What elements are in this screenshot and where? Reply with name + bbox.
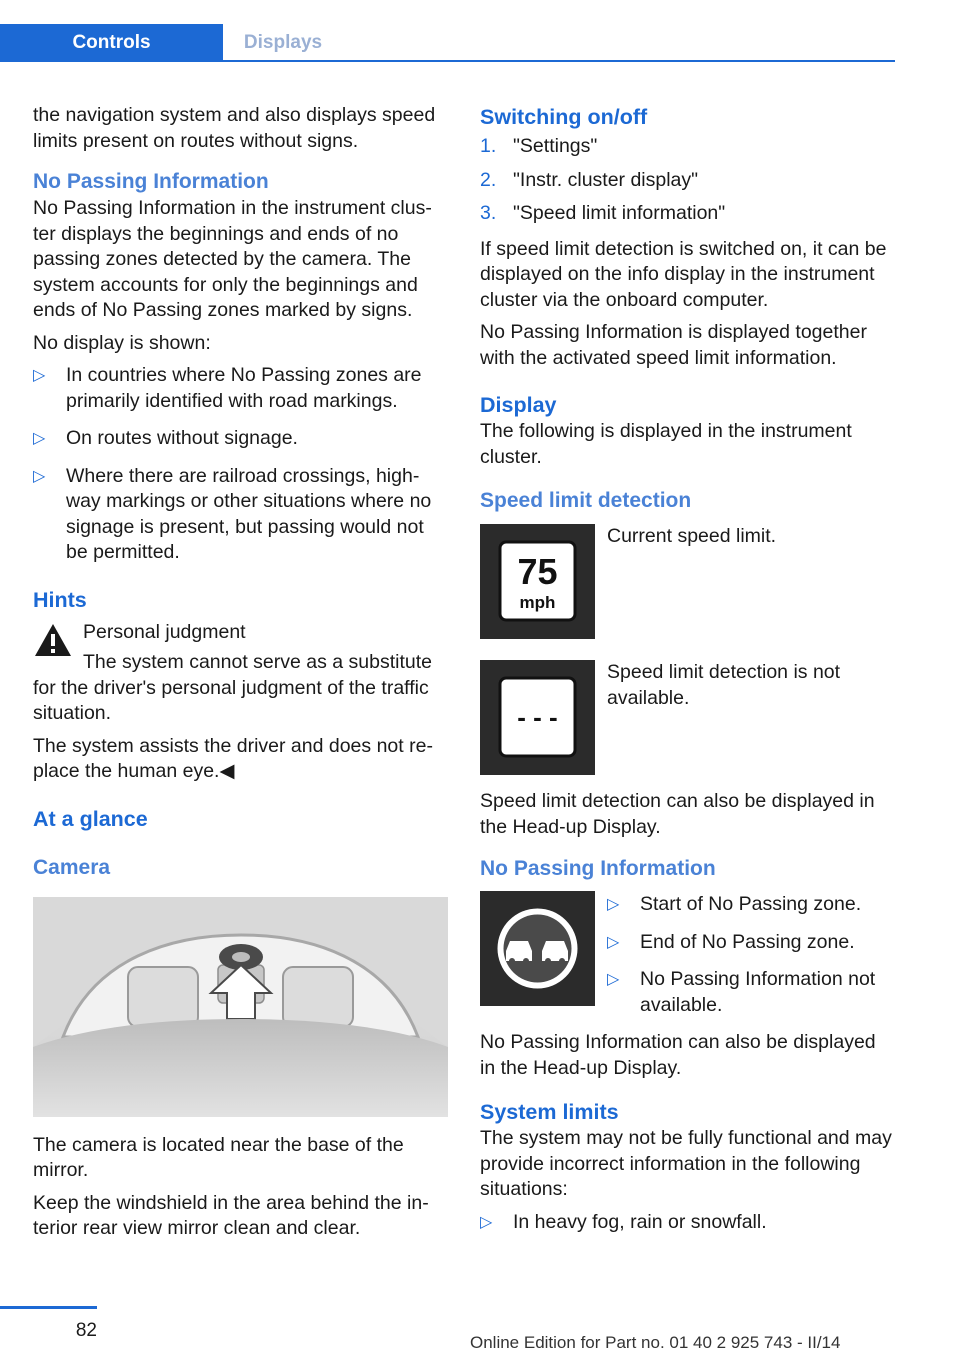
speed-limit-heading: Speed limit detection <box>480 489 692 512</box>
no-passing-text: No Passing Information in the instrument cluster displays the beginnings and ends of no passing zones detected by the camera. The system accounts for only the beginnings and ends of No Passing zones marked by signs. <box>33 197 432 321</box>
list-item: ▷ In heavy fog, rain or snowfall. <box>480 1205 892 1242</box>
camera-location-text: The camera is located near the base of the mirror. <box>33 1133 404 1181</box>
triangle-right-icon: ▷ <box>33 467 46 485</box>
list-item: 3. "Speed limit information" <box>480 197 892 231</box>
tab-controls[interactable]: Controls <box>0 24 223 62</box>
triangle-right-icon: ▷ <box>33 367 46 384</box>
display-heading: Display <box>480 393 557 417</box>
speed-sign-row <box>480 521 892 649</box>
no-display-text: No display is shown: <box>33 331 211 354</box>
warning-triangle-icon <box>33 622 73 658</box>
list-item: ▷ Start of No Passing zone. <box>607 887 892 924</box>
no-passing-list <box>607 887 892 1024</box>
camera-heading: Camera <box>33 855 111 879</box>
display-text: The following is displayed in the instrument cluster. <box>480 420 852 468</box>
no-passing-row <box>480 887 892 1024</box>
system-limits-heading: System limits <box>480 1100 619 1124</box>
assist-text: The system assists the driver and does not replace the human eye.◀ <box>33 734 433 782</box>
list-item: 1. "Settings" <box>480 135 598 157</box>
intro-text: the navigation system and also displays speed limits present on routes without signs. <box>33 104 436 152</box>
speed-hud-text: Speed limit detection can also be displayed in the Head-up Display. <box>480 790 875 838</box>
triangle-right-icon: ▷ <box>607 933 620 951</box>
speed-current-text: Current speed limit. <box>607 525 777 547</box>
warning-text: The system cannot serve as a substitute for the driver's personal judgment of the traffic situation. <box>33 651 433 724</box>
svg-text:mph: mph <box>519 593 556 612</box>
no-passing-cars-icon <box>480 891 595 1006</box>
switch-text-1: If speed limit detection is switched on, it can be displayed on the info display in the instrument cluster via the onboard computer. <box>480 237 887 311</box>
switching-heading: Switching on/off <box>480 105 648 129</box>
footer-divider <box>0 1306 97 1309</box>
no-passing-heading: No Passing Information <box>33 170 269 193</box>
triangle-right-icon: ▷ <box>33 430 46 447</box>
hints-heading: Hints <box>33 587 87 612</box>
left-column <box>33 103 445 1249</box>
triangle-right-icon: ▷ <box>480 1213 493 1231</box>
no-display-list <box>33 358 445 572</box>
list-item: ▷ On routes without signage. <box>33 420 445 458</box>
speed-limit-unavailable-icon <box>480 660 595 775</box>
list-item: ▷ End of No Passing zone. <box>607 924 892 962</box>
triangle-right-icon: ▷ <box>607 971 620 988</box>
system-limits-text: The system may not be fully functional and may provide incorrect information in the following situations: <box>480 1127 892 1200</box>
speed-unavailable-row <box>480 657 892 789</box>
page-number: 82 <box>75 1320 97 1341</box>
list-item: ▷ Where there are railroad crossings, highway markings or other situations where no signage is present, but passing would not be permitted. <box>33 458 445 572</box>
triangle-right-icon: ▷ <box>607 896 620 913</box>
warning-block <box>33 620 445 727</box>
svg-text:- - -: - - - <box>517 702 558 732</box>
no-passing-info-heading: No Passing Information <box>480 857 716 880</box>
header-divider <box>0 60 895 62</box>
camera-location-image <box>33 897 448 1117</box>
list-item: ▷ No Passing Information not available. <box>607 961 892 1024</box>
system-limits-list <box>480 1205 892 1242</box>
tab-displays[interactable]: Displays <box>243 32 323 53</box>
svg-text:75: 75 <box>517 551 558 592</box>
speed-limit-75-icon <box>480 524 595 639</box>
speed-unavailable-text: Speed limit detection is not available. <box>607 661 841 709</box>
list-item: 2. "Instr. cluster display" <box>480 164 892 198</box>
no-passing-hud-text: No Passing Information can also be displayed in the Head-up Display. <box>480 1031 876 1079</box>
right-column <box>480 103 892 1247</box>
list-item: ▷ In countries where No Passing zones are primarily identified with road markings. <box>33 364 422 412</box>
at-a-glance-heading: At a glance <box>33 806 148 831</box>
settings-steps <box>480 131 892 231</box>
camera-clean-text: Keep the windshield in the area behind the interior rear view mirror clean and clear. <box>33 1191 429 1239</box>
warning-title: Personal judgment <box>83 620 246 643</box>
edition-note: Online Edition for Part no. 01 40 2 925 743 - II/14 <box>470 1333 841 1352</box>
switch-text-2: No Passing Information is displayed together with the activated speed limit information. <box>480 321 867 369</box>
